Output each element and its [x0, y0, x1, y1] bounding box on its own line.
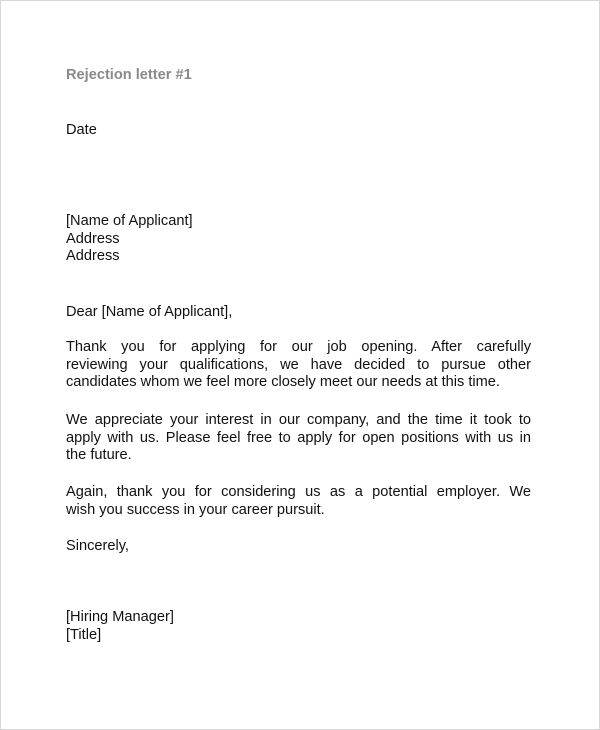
signature-block — [66, 609, 174, 644]
recipient-address-line-2: Address — [66, 248, 120, 265]
recipient-address-line-1: Address — [66, 230, 120, 247]
body-paragraph-2 — [66, 412, 531, 465]
closing: Sincerely, — [66, 538, 129, 554]
paragraph-line: We appreciate your interest in our company, and the time it took to — [66, 412, 531, 428]
body-paragraph-3 — [66, 484, 531, 519]
paragraph-line: wish you success in your career pursuit. — [66, 501, 325, 518]
paragraph-line: Again, thank you for considering us as a potential employer. We — [66, 484, 531, 500]
paragraph-line: apply with us. Please feel free to apply for open positions with us in — [66, 429, 531, 446]
signature-title: [Title] — [66, 626, 102, 643]
paragraph-line: Thank you for applying for our job opening. After carefully — [66, 339, 531, 355]
document-title: Rejection letter #1 — [66, 67, 192, 83]
signature-name: [Hiring Manager] — [66, 609, 174, 625]
letter-date: Date — [66, 122, 97, 138]
recipient-block — [66, 213, 193, 266]
salutation: Dear [Name of Applicant], — [66, 304, 233, 320]
paragraph-line: reviewing your qualifications, we have decided to pursue other — [66, 356, 531, 373]
paragraph-line: candidates whom we feel more closely meet our needs at this time. — [66, 374, 500, 391]
paragraph-line: the future. — [66, 447, 132, 464]
recipient-name: [Name of Applicant] — [66, 213, 193, 229]
body-paragraph-1 — [66, 339, 531, 392]
